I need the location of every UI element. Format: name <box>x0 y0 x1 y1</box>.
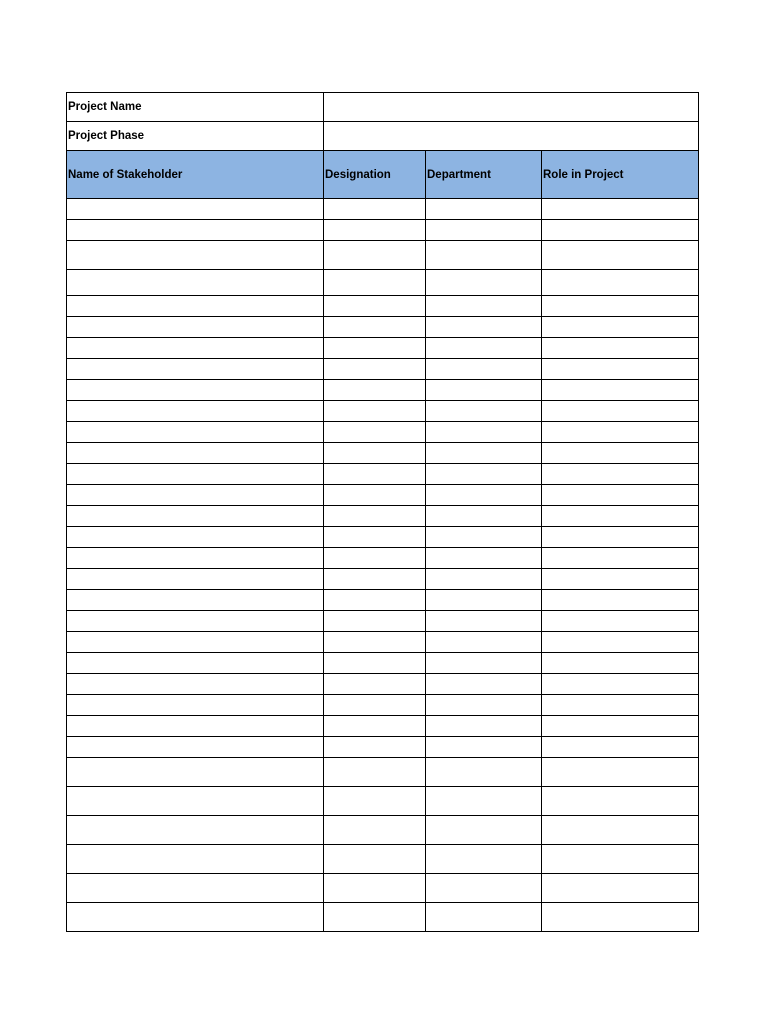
table-row <box>67 874 699 903</box>
table-row <box>67 816 699 845</box>
stakeholder-register-table <box>66 92 699 932</box>
department-cell[interactable] <box>426 422 542 443</box>
table-row <box>67 527 699 548</box>
role-in-project-cell[interactable] <box>542 220 699 241</box>
table-row <box>67 737 699 758</box>
table-row <box>67 317 699 338</box>
role-in-project-cell[interactable] <box>542 506 699 527</box>
designation-cell[interactable] <box>324 527 426 548</box>
department-cell[interactable] <box>426 674 542 695</box>
role-in-project-cell[interactable] <box>542 270 699 296</box>
role-in-project-cell[interactable] <box>542 903 699 932</box>
stakeholder-name-cell[interactable] <box>67 874 324 903</box>
department-cell[interactable] <box>426 716 542 737</box>
role-in-project-cell[interactable] <box>542 674 699 695</box>
designation-cell[interactable] <box>324 296 426 317</box>
designation-cell[interactable] <box>324 338 426 359</box>
role-in-project-cell[interactable] <box>542 548 699 569</box>
role-in-project-cell[interactable] <box>542 569 699 590</box>
designation-cell[interactable] <box>324 401 426 422</box>
stakeholder-name-cell[interactable] <box>67 548 324 569</box>
designation-cell[interactable] <box>324 443 426 464</box>
table-row <box>67 338 699 359</box>
table-row <box>67 506 699 527</box>
department-cell[interactable] <box>426 816 542 845</box>
designation-cell[interactable] <box>324 359 426 380</box>
column-header-name-of-stakeholder: Name of Stakeholder <box>67 151 324 199</box>
designation-cell[interactable] <box>324 816 426 845</box>
department-cell[interactable] <box>426 787 542 816</box>
designation-cell[interactable] <box>324 787 426 816</box>
role-in-project-cell[interactable] <box>542 716 699 737</box>
designation-cell[interactable] <box>324 270 426 296</box>
stakeholder-name-cell[interactable] <box>67 220 324 241</box>
department-cell[interactable] <box>426 590 542 611</box>
designation-cell[interactable] <box>324 674 426 695</box>
designation-cell[interactable] <box>324 548 426 569</box>
designation-cell[interactable] <box>324 903 426 932</box>
designation-cell[interactable] <box>324 317 426 338</box>
department-cell[interactable] <box>426 737 542 758</box>
stakeholder-name-cell[interactable] <box>67 787 324 816</box>
role-in-project-cell[interactable] <box>542 787 699 816</box>
role-in-project-cell[interactable] <box>542 464 699 485</box>
designation-cell[interactable] <box>324 380 426 401</box>
department-cell[interactable] <box>426 548 542 569</box>
table-row <box>67 464 699 485</box>
designation-cell[interactable] <box>324 506 426 527</box>
department-cell[interactable] <box>426 317 542 338</box>
table-row <box>67 569 699 590</box>
stakeholder-name-cell[interactable] <box>67 241 324 270</box>
column-header-designation: Designation <box>324 151 426 199</box>
table-row <box>67 241 699 270</box>
role-in-project-cell[interactable] <box>542 590 699 611</box>
table-header-row <box>67 151 699 199</box>
designation-cell[interactable] <box>324 241 426 270</box>
table-row <box>67 401 699 422</box>
table-row <box>67 590 699 611</box>
stakeholder-name-cell[interactable] <box>67 359 324 380</box>
project-phase-field[interactable] <box>324 122 699 151</box>
designation-cell[interactable] <box>324 422 426 443</box>
stakeholder-name-cell[interactable] <box>67 611 324 632</box>
designation-cell[interactable] <box>324 874 426 903</box>
designation-cell[interactable] <box>324 716 426 737</box>
stakeholder-name-cell[interactable] <box>67 845 324 874</box>
stakeholder-name-cell[interactable] <box>67 737 324 758</box>
stakeholder-name-cell[interactable] <box>67 401 324 422</box>
role-in-project-cell[interactable] <box>542 241 699 270</box>
role-in-project-cell[interactable] <box>542 737 699 758</box>
table-row <box>67 845 699 874</box>
table-row <box>67 422 699 443</box>
designation-cell[interactable] <box>324 590 426 611</box>
stakeholder-name-cell[interactable] <box>67 674 324 695</box>
table-row <box>67 220 699 241</box>
designation-cell[interactable] <box>324 464 426 485</box>
table-row <box>67 674 699 695</box>
role-in-project-cell[interactable] <box>542 758 699 787</box>
designation-cell[interactable] <box>324 485 426 506</box>
table-row <box>67 380 699 401</box>
stakeholder-name-cell[interactable] <box>67 485 324 506</box>
department-cell[interactable] <box>426 695 542 716</box>
stakeholder-name-cell[interactable] <box>67 506 324 527</box>
department-cell[interactable] <box>426 199 542 220</box>
stakeholder-name-cell[interactable] <box>67 569 324 590</box>
table-row <box>67 199 699 220</box>
table-row <box>67 716 699 737</box>
role-in-project-cell[interactable] <box>542 317 699 338</box>
column-header-department: Department <box>426 151 542 199</box>
stakeholder-name-cell[interactable] <box>67 590 324 611</box>
department-cell[interactable] <box>426 903 542 932</box>
department-cell[interactable] <box>426 359 542 380</box>
role-in-project-cell[interactable] <box>542 422 699 443</box>
table-row <box>67 695 699 716</box>
stakeholder-name-cell[interactable] <box>67 422 324 443</box>
stakeholder-name-cell[interactable] <box>67 527 324 548</box>
designation-cell[interactable] <box>324 653 426 674</box>
stakeholder-name-cell[interactable] <box>67 653 324 674</box>
department-cell[interactable] <box>426 241 542 270</box>
department-cell[interactable] <box>426 485 542 506</box>
department-cell[interactable] <box>426 758 542 787</box>
designation-cell[interactable] <box>324 695 426 716</box>
department-cell[interactable] <box>426 611 542 632</box>
department-cell[interactable] <box>426 296 542 317</box>
table-row <box>67 787 699 816</box>
designation-cell[interactable] <box>324 845 426 874</box>
role-in-project-cell[interactable] <box>542 296 699 317</box>
department-cell[interactable] <box>426 653 542 674</box>
role-in-project-cell[interactable] <box>542 359 699 380</box>
stakeholder-name-cell[interactable] <box>67 464 324 485</box>
role-in-project-cell[interactable] <box>542 338 699 359</box>
role-in-project-cell[interactable] <box>542 611 699 632</box>
department-cell[interactable] <box>426 874 542 903</box>
department-cell[interactable] <box>426 380 542 401</box>
table-row <box>67 443 699 464</box>
stakeholder-name-cell[interactable] <box>67 716 324 737</box>
table-row <box>67 903 699 932</box>
stakeholder-name-cell[interactable] <box>67 758 324 787</box>
department-cell[interactable] <box>426 401 542 422</box>
designation-cell[interactable] <box>324 632 426 653</box>
department-cell[interactable] <box>426 845 542 874</box>
role-in-project-cell[interactable] <box>542 845 699 874</box>
department-cell[interactable] <box>426 632 542 653</box>
role-in-project-cell[interactable] <box>542 380 699 401</box>
role-in-project-cell[interactable] <box>542 443 699 464</box>
project-phase-label: Project Phase <box>67 122 324 151</box>
table-row <box>67 485 699 506</box>
table-row <box>67 632 699 653</box>
table-row <box>67 296 699 317</box>
designation-cell[interactable] <box>324 220 426 241</box>
role-in-project-cell[interactable] <box>542 199 699 220</box>
department-cell[interactable] <box>426 464 542 485</box>
table-row <box>67 270 699 296</box>
role-in-project-cell[interactable] <box>542 401 699 422</box>
designation-cell[interactable] <box>324 569 426 590</box>
role-in-project-cell[interactable] <box>542 874 699 903</box>
stakeholder-name-cell[interactable] <box>67 695 324 716</box>
table-row <box>67 548 699 569</box>
stakeholder-name-cell[interactable] <box>67 317 324 338</box>
stakeholder-name-cell[interactable] <box>67 338 324 359</box>
table-row <box>67 758 699 787</box>
project-name-field[interactable] <box>324 93 699 122</box>
stakeholder-name-cell[interactable] <box>67 443 324 464</box>
column-header-role-in-project: Role in Project <box>542 151 699 199</box>
stakeholder-name-cell[interactable] <box>67 816 324 845</box>
role-in-project-cell[interactable] <box>542 632 699 653</box>
department-cell[interactable] <box>426 220 542 241</box>
table-row <box>67 359 699 380</box>
stakeholder-name-cell[interactable] <box>67 296 324 317</box>
stakeholder-name-cell[interactable] <box>67 632 324 653</box>
designation-cell[interactable] <box>324 737 426 758</box>
project-name-row <box>67 93 699 122</box>
department-cell[interactable] <box>426 338 542 359</box>
role-in-project-cell[interactable] <box>542 816 699 845</box>
role-in-project-cell[interactable] <box>542 485 699 506</box>
department-cell[interactable] <box>426 443 542 464</box>
designation-cell[interactable] <box>324 199 426 220</box>
department-cell[interactable] <box>426 270 542 296</box>
project-phase-row <box>67 122 699 151</box>
role-in-project-cell[interactable] <box>542 653 699 674</box>
role-in-project-cell[interactable] <box>542 695 699 716</box>
department-cell[interactable] <box>426 527 542 548</box>
designation-cell[interactable] <box>324 611 426 632</box>
table-row <box>67 611 699 632</box>
stakeholder-name-cell[interactable] <box>67 199 324 220</box>
role-in-project-cell[interactable] <box>542 527 699 548</box>
table-row <box>67 653 699 674</box>
department-cell[interactable] <box>426 506 542 527</box>
project-name-label: Project Name <box>67 93 324 122</box>
department-cell[interactable] <box>426 569 542 590</box>
designation-cell[interactable] <box>324 758 426 787</box>
stakeholder-name-cell[interactable] <box>67 270 324 296</box>
stakeholder-name-cell[interactable] <box>67 903 324 932</box>
stakeholder-name-cell[interactable] <box>67 380 324 401</box>
